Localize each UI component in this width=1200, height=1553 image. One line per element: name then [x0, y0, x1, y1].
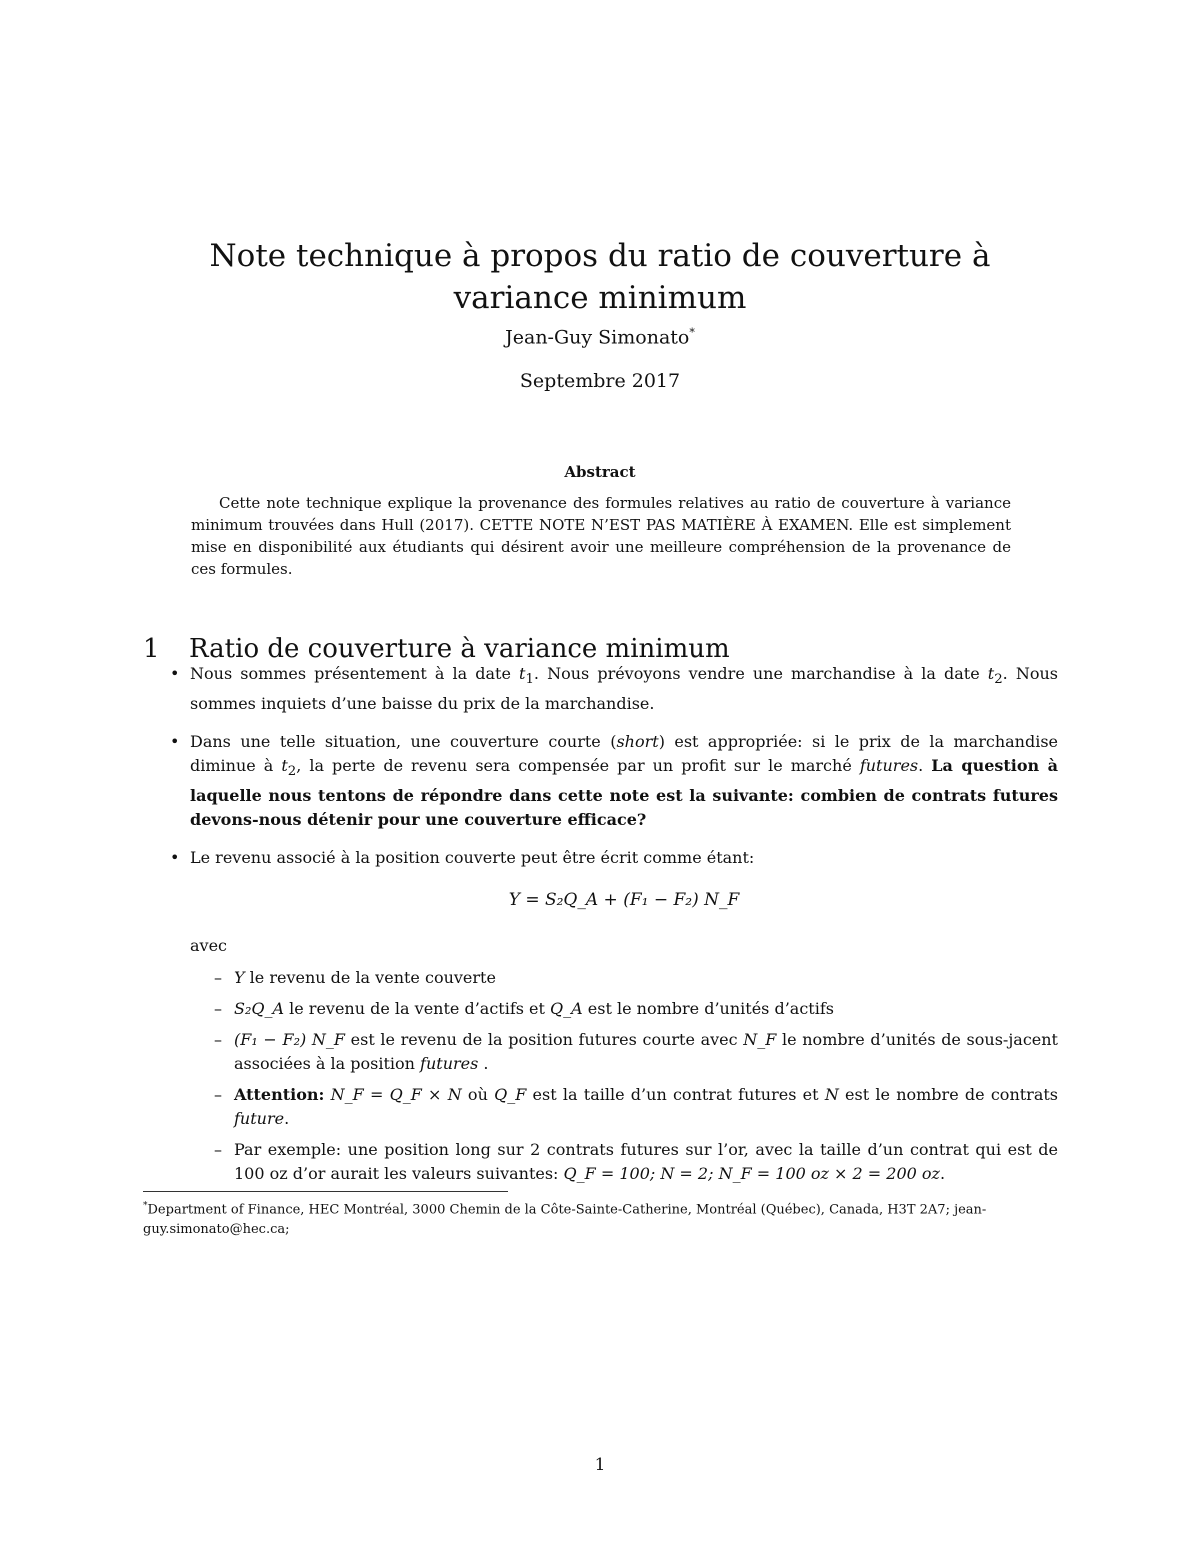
- definition-text: .: [478, 1054, 489, 1074]
- footnote-text: Department of Finance, HEC Montréal, 3000 Chemin de la Côte-Sainte-Catherine, Montréal (Québec), Canada, H3T 2A7; jean-guy.simonato@hec.ca;: [143, 1202, 987, 1238]
- abstract-heading: Abstract: [564, 463, 636, 481]
- term-futures: futures: [859, 756, 919, 776]
- definition-text: est la taille d’un contrat futures et: [526, 1085, 825, 1105]
- bullet-item-short-hedge: [190, 730, 1058, 832]
- definition-text: est le revenu de la position futures courte avec: [344, 1030, 744, 1050]
- definition-item: [234, 997, 1058, 1021]
- math-inline: Y: [234, 968, 245, 988]
- definition-text: le nombre d’unités de sous-jacent associées à la position: [234, 1030, 1058, 1074]
- term-future: future: [234, 1109, 285, 1129]
- term-short: short: [616, 732, 659, 752]
- revenue-equation: Y = S₂Q_A + (F₁ − F₂) N_F: [508, 890, 740, 911]
- math-sub: 2: [994, 672, 1003, 688]
- definition-item: [234, 1028, 1058, 1076]
- footnote-divider: [143, 1191, 508, 1192]
- definition-item: [234, 1083, 1058, 1131]
- definition-text: le revenu de la vente d’actifs et: [284, 999, 551, 1019]
- section-title: Ratio de couverture à variance minimum: [189, 633, 730, 664]
- footnote: [143, 1196, 1058, 1240]
- bullet-item-dates: [190, 662, 1058, 716]
- math-sub: 1: [525, 672, 534, 688]
- definition-item: [234, 966, 1058, 990]
- bullet-text: ) est appropriée: si le prix de la marchandise diminue à: [190, 732, 1059, 776]
- definition-text: le revenu de la vente couverte: [244, 968, 496, 988]
- definition-list: [234, 966, 1058, 1186]
- definition-text: .: [284, 1109, 290, 1129]
- definition-text: où: [461, 1085, 495, 1105]
- math-inline: N_F = Q_F × N: [330, 1085, 462, 1105]
- math-inline: N: [824, 1085, 839, 1105]
- definition-text: est le nombre de contrats: [838, 1085, 1059, 1105]
- bullet-text: Le revenu associé à la position couverte peut être écrit comme étant:: [190, 848, 755, 868]
- definition-text: Par exemple: une position long sur 2 contrats futures sur l’or, avec la taille d’un contrat qui est de 100 oz d’or aurait les valeurs suivantes:: [234, 1140, 1058, 1184]
- abstract-text: Cette note technique explique la provenance des formules relatives au ratio de couverture à variance minimum trouvées dans Hull (2017). CETTE NOTE N’EST PAS MATIÈRE À EXAMEN. Elle est simplement mise en disponibilité aux étudiants qui désirent avoir une meilleure compréhension de la provenance de ces formules.: [191, 494, 1011, 578]
- math-inline: Q_F: [494, 1085, 527, 1105]
- definition-item: [234, 1138, 1058, 1186]
- math-inline: Q_F = 100; N = 2; N_F = 100 oz × 2 = 200 oz: [563, 1164, 940, 1184]
- bullet-list: [190, 662, 1058, 1200]
- math-t: t: [519, 664, 526, 683]
- key-question: La question à laquelle nous tentons de répondre dans cette note est la suivante: combien de contrats futures devons-nous détenir pour une couverture efficace?: [190, 756, 1059, 830]
- paper-title: Note technique à propos du ratio de couverture à variance minimum: [209, 237, 991, 316]
- footnote-mark: *: [143, 1201, 148, 1211]
- section-number: 1: [143, 633, 160, 664]
- bullet-text: .: [918, 756, 932, 776]
- definition-text: est le nombre d’unités d’actifs: [582, 999, 834, 1019]
- math-inline: N_F: [743, 1030, 777, 1050]
- math-sub: 2: [287, 764, 297, 780]
- bullet-text: , la perte de revenu sera compensée par un profit sur le marché: [296, 756, 860, 776]
- term-futures: futures: [420, 1054, 479, 1074]
- definition-text: .: [939, 1164, 946, 1184]
- avec-label: avec: [190, 936, 228, 956]
- section-heading: [143, 634, 730, 664]
- math-t: t: [987, 664, 995, 683]
- bullet-text: Dans une telle situation, une couverture courte (: [190, 732, 617, 752]
- math-inline: (F₁ − F₂) N_F: [234, 1030, 345, 1050]
- attention-label: Attention:: [234, 1085, 325, 1105]
- math-inline: Q_A: [550, 999, 583, 1019]
- author-name: Jean-Guy Simonato: [505, 326, 690, 349]
- bullet-text: . Nous sommes inquiets d’une baisse du prix de la marchandise.: [190, 664, 1058, 714]
- bullet-text: . Nous prévoyons vendre une marchandise à la date: [533, 664, 988, 683]
- bullet-item-revenue: [190, 846, 1058, 1186]
- publication-date: Septembre 2017: [519, 370, 681, 392]
- math-t: t: [281, 756, 288, 776]
- author: [0, 326, 1200, 348]
- author-footnote-mark: *: [689, 326, 695, 339]
- bullet-text: Nous sommes présentement à la date: [190, 664, 519, 683]
- page-number: 1: [594, 1455, 606, 1475]
- math-inline: S₂Q_A: [234, 999, 285, 1019]
